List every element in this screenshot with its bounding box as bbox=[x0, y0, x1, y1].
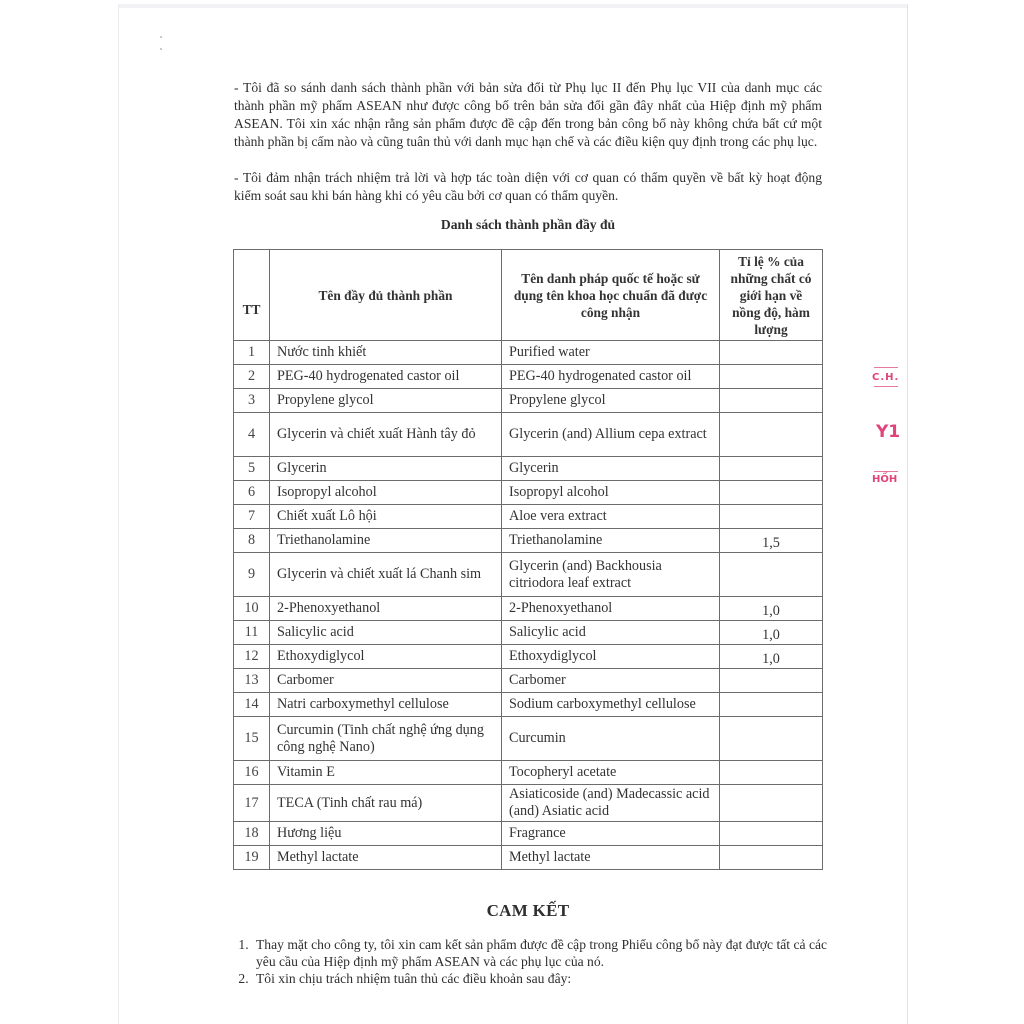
row-number: 11 bbox=[234, 621, 270, 645]
ingredient-name: Salicylic acid bbox=[270, 621, 502, 645]
ingredient-table bbox=[233, 249, 823, 870]
table-row bbox=[234, 505, 823, 529]
row-number: 10 bbox=[234, 597, 270, 621]
percentage-value bbox=[720, 457, 823, 481]
ingredient-table-title: Danh sách thành phần đầy đủ bbox=[440, 217, 616, 232]
inci-name: Glycerin (and) Allium cepa extract bbox=[502, 413, 720, 457]
table-row bbox=[234, 597, 823, 621]
percentage-value: 1,0 bbox=[720, 621, 823, 645]
inci-name: Asiaticoside (and) Madecassic acid (and) Asiatic acid bbox=[502, 785, 720, 822]
row-number: 16 bbox=[234, 761, 270, 785]
header-tt: TT bbox=[234, 250, 270, 341]
row-number: 4 bbox=[234, 413, 270, 457]
inci-name: Glycerin (and) Backhousia citriodora leaf extract bbox=[502, 553, 720, 597]
row-number: 8 bbox=[234, 529, 270, 553]
row-number: 15 bbox=[234, 717, 270, 761]
percentage-value bbox=[720, 717, 823, 761]
table-row bbox=[234, 785, 823, 822]
percentage-value: 1,0 bbox=[720, 645, 823, 669]
table-row bbox=[234, 761, 823, 785]
inci-name: PEG-40 hydrogenated castor oil bbox=[502, 365, 720, 389]
row-number: 19 bbox=[234, 846, 270, 870]
inci-name: Purified water bbox=[502, 341, 720, 365]
row-number: 12 bbox=[234, 645, 270, 669]
percentage-value bbox=[720, 481, 823, 505]
inci-name: Tocopheryl acetate bbox=[502, 761, 720, 785]
declaration-paragraph-1: - Tôi đã so sánh danh sách thành phần với bản sửa đổi từ Phụ lục II đến Phụ lục VII của danh mục các thành phần mỹ phẩm ASEAN như được công bố trên bản sửa đổi gần đây nhất của Hiệp định mỹ phẩm ASEAN. Tôi xin xác nhận rằng sản phẩm được đề cập đến trong bản công bố này không chứa bất cứ một thành phần bị cấm nào và cũng tuân thủ với danh mục hạn chế và các điều kiện quy định trong các phụ lục. bbox=[234, 80, 822, 149]
table-row bbox=[234, 822, 823, 846]
table-row bbox=[234, 365, 823, 389]
percentage-value bbox=[720, 389, 823, 413]
ingredient-name: Natri carboxymethyl cellulose bbox=[270, 693, 502, 717]
inci-name: Curcumin bbox=[502, 717, 720, 761]
inci-name: Salicylic acid bbox=[502, 621, 720, 645]
table-row bbox=[234, 645, 823, 669]
ingredient-name: PEG-40 hydrogenated castor oil bbox=[270, 365, 502, 389]
declaration-paragraph-2: - Tôi đảm nhận trách nhiệm trả lời và hợp tác toàn diện với cơ quan có thẩm quyền về bất kỳ hoạt động kiểm soát sau khi bán hàng khi có yêu cầu bởi cơ quan có thẩm quyền. bbox=[234, 170, 822, 203]
commitment-list bbox=[234, 936, 842, 987]
ingredient-name: 2-Phenoxyethanol bbox=[270, 597, 502, 621]
percentage-value bbox=[720, 693, 823, 717]
scan-mark bbox=[160, 36, 162, 38]
ingredient-name: Glycerin và chiết xuất Hành tây đỏ bbox=[270, 413, 502, 457]
inci-name: Carbomer bbox=[502, 669, 720, 693]
table-row bbox=[234, 693, 823, 717]
commitment-item: 1. Thay mặt cho công ty, tôi xin cam kết sản phẩm được đề cập trong Phiếu công bố này đạt được tất cả các yêu cầu của Hiệp định mỹ phẩm ASEAN và các phụ lục của nó. bbox=[252, 936, 842, 970]
ingredient-name: Glycerin và chiết xuất lá Chanh sim bbox=[270, 553, 502, 597]
commitment-title: CAM KẾT bbox=[486, 901, 570, 920]
ingredient-name: Chiết xuất Lô hội bbox=[270, 505, 502, 529]
row-number: 3 bbox=[234, 389, 270, 413]
percentage-value bbox=[720, 553, 823, 597]
percentage-value bbox=[720, 761, 823, 785]
inci-name: Glycerin bbox=[502, 457, 720, 481]
ingredient-name: Propylene glycol bbox=[270, 389, 502, 413]
ingredient-name: Curcumin (Tinh chất nghệ ứng dụng công nghệ Nano) bbox=[270, 717, 502, 761]
percentage-value bbox=[720, 413, 823, 457]
table-row bbox=[234, 481, 823, 505]
stamp-border bbox=[874, 386, 898, 387]
red-stamp-fragment: C.H. bbox=[872, 372, 900, 383]
ingredient-name: Glycerin bbox=[270, 457, 502, 481]
inci-name: Ethoxydiglycol bbox=[502, 645, 720, 669]
percentage-value bbox=[720, 669, 823, 693]
header-percentage: Tỉ lệ % của những chất có giới hạn về nồng độ, hàm lượng bbox=[720, 250, 823, 341]
table-row bbox=[234, 553, 823, 597]
table-header-row bbox=[234, 250, 823, 341]
ingredient-name: Isopropyl alcohol bbox=[270, 481, 502, 505]
header-full-name: Tên đầy đủ thành phần bbox=[270, 250, 502, 341]
commitment-item: 2. Tôi xin chịu trách nhiệm tuân thủ các điều khoản sau đây: bbox=[252, 970, 842, 987]
table-row bbox=[234, 669, 823, 693]
ingredient-name: Ethoxydiglycol bbox=[270, 645, 502, 669]
inci-name: Aloe vera extract bbox=[502, 505, 720, 529]
row-number: 7 bbox=[234, 505, 270, 529]
row-number: 5 bbox=[234, 457, 270, 481]
scan-mark bbox=[160, 48, 162, 50]
ingredient-name: Carbomer bbox=[270, 669, 502, 693]
stamp-border bbox=[874, 367, 898, 368]
red-stamp-fragment: HỒH bbox=[872, 474, 898, 485]
percentage-value bbox=[720, 365, 823, 389]
inci-name: Triethanolamine bbox=[502, 529, 720, 553]
ingredient-name: Hương liệu bbox=[270, 822, 502, 846]
inci-name: 2-Phenoxyethanol bbox=[502, 597, 720, 621]
ingredient-name: TECA (Tinh chất rau má) bbox=[270, 785, 502, 822]
table-row bbox=[234, 457, 823, 481]
row-number: 17 bbox=[234, 785, 270, 822]
inci-name: Isopropyl alcohol bbox=[502, 481, 720, 505]
table-row bbox=[234, 389, 823, 413]
table-row bbox=[234, 341, 823, 365]
ingredient-name: Nước tinh khiết bbox=[270, 341, 502, 365]
table-row bbox=[234, 413, 823, 457]
stamp-border bbox=[874, 471, 898, 472]
percentage-value bbox=[720, 785, 823, 822]
header-inci-name: Tên danh pháp quốc tế hoặc sử dụng tên khoa học chuẩn đã được công nhận bbox=[502, 250, 720, 341]
inci-name: Methyl lactate bbox=[502, 846, 720, 870]
row-number: 9 bbox=[234, 553, 270, 597]
row-number: 1 bbox=[234, 341, 270, 365]
row-number: 14 bbox=[234, 693, 270, 717]
ingredient-name: Triethanolamine bbox=[270, 529, 502, 553]
ingredient-name: Vitamin E bbox=[270, 761, 502, 785]
percentage-value bbox=[720, 822, 823, 846]
row-number: 2 bbox=[234, 365, 270, 389]
table-row bbox=[234, 529, 823, 553]
row-number: 18 bbox=[234, 822, 270, 846]
inci-name: Propylene glycol bbox=[502, 389, 720, 413]
percentage-value: 1,0 bbox=[720, 597, 823, 621]
table-row bbox=[234, 846, 823, 870]
percentage-value bbox=[720, 846, 823, 870]
row-number: 6 bbox=[234, 481, 270, 505]
ingredient-name: Methyl lactate bbox=[270, 846, 502, 870]
percentage-value bbox=[720, 505, 823, 529]
percentage-value bbox=[720, 341, 823, 365]
inci-name: Sodium carboxymethyl cellulose bbox=[502, 693, 720, 717]
red-stamp-fragment: Y1 bbox=[876, 422, 901, 442]
inci-name: Fragrance bbox=[502, 822, 720, 846]
table-row bbox=[234, 621, 823, 645]
table-row bbox=[234, 717, 823, 761]
percentage-value: 1,5 bbox=[720, 529, 823, 553]
row-number: 13 bbox=[234, 669, 270, 693]
